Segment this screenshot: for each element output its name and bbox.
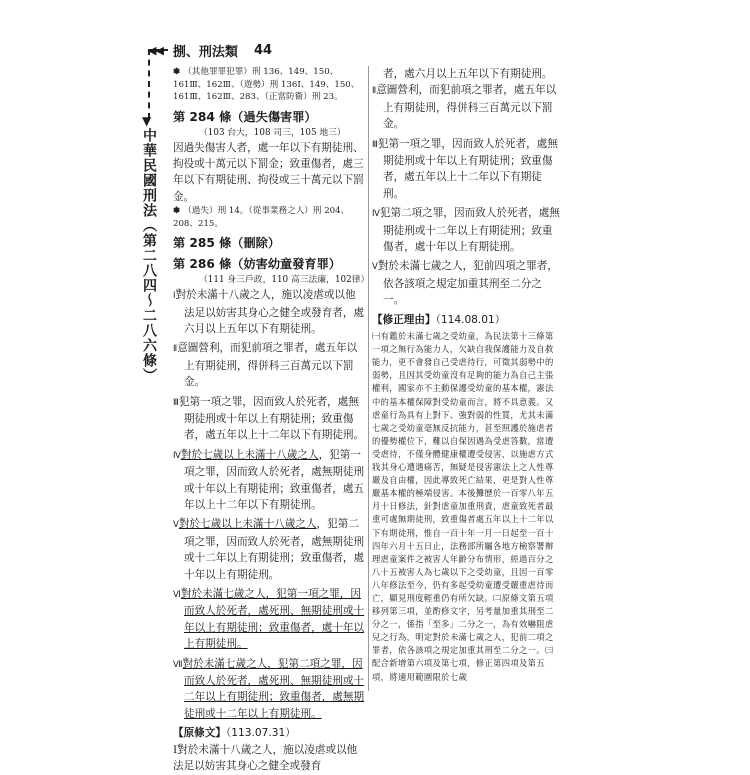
article-285-heading: 第 285 條（刪除） <box>173 236 281 251</box>
paragraph-5: Ⅴ對於七歲以上未滿十八歲之人，犯第二項之罪，因而致人於死者，處無期徒刑或十二年以上有期徒刑；致重傷者，處十年以上有期徒刑。 <box>173 518 365 581</box>
paragraph-3: Ⅲ犯第一項之罪，因而致人於死者，處無期徒刑或十年以上有期徒刑；致重傷者，處五年以上十二年以下有期徒刑。 <box>173 395 365 442</box>
paragraph-4: Ⅳ對於七歲以上未滿十八歲之人，犯第一項之罪，因而致人於死者，處無期徒刑或十年以上有期徒刑；致重傷者，處五年以上十二年以下有期徒刑。 <box>173 448 365 511</box>
arrow-down-icon: ▼ <box>142 114 152 128</box>
article-286-exam-history: （111 身三戶政，110 高三法廉，102律） <box>199 275 370 286</box>
original-continued: 者，處六月以上五年以下有期徒刑。 <box>383 68 553 80</box>
original-paragraph-4: Ⅳ犯第二項之罪，因而致人於死者，處無期徒刑或十二年以上有期徒刑；致重傷者，處十年以上有期徒刑。 <box>372 207 560 254</box>
flower-mark-icon: ✽ <box>173 67 181 77</box>
paragraph-1: Ⅰ對於未滿十八歲之人，施以凌虐或以他法足以妨害其身心之健全或發育者，處六月以上五年以下有期徒刑。 <box>173 289 365 335</box>
page-number: 44 <box>253 42 273 58</box>
paragraph-6: Ⅵ對於未滿七歲之人，犯第一項之罪，因而致人於死者，處死刑、無期徒刑或十年以上有期徒刑；致重傷者，處十年以上有期徒刑。 <box>173 588 365 651</box>
right-column <box>372 66 562 684</box>
original-paragraph-2: Ⅱ意圖營利，而犯前項之罪者，處五年以上有期徒刑，得併科三百萬元以下罰金。 <box>372 84 557 131</box>
article-284-body: 因過失傷害人者，處一年以下有期徒刑、拘役或十萬元以下罰金；致重傷者，處三年以下有期徒刑、拘役或三十萬元以下罰金。 <box>173 141 364 203</box>
article-286-heading: 第 286 條（妨害幼童發育罪） <box>173 257 341 272</box>
original-paragraph-5: Ⅴ對於未滿七歲之人，犯前四項之罪者，依各該項之規定加重其刑至二分之一。 <box>372 260 558 307</box>
left-column <box>173 66 370 775</box>
paragraph-2: Ⅱ意圖營利，而犯前項之罪者，處五年以上有期徒刑，得併科三百萬元以下罰金。 <box>173 342 358 389</box>
flower-mark-icon: ✽ <box>173 206 181 217</box>
amendment-reason-label: 【修正理由】（114.08.01） <box>372 313 506 326</box>
running-header <box>148 38 568 62</box>
original-paragraph-3: Ⅲ犯第一項之罪，因而致人於死者，處無期徒刑或十年以上有期徒刑；致重傷者，處五年以上十二年以下有期徒刑。 <box>372 137 558 200</box>
article-284-exam-history: （103 台大，108 司三，105 地三） <box>199 127 346 138</box>
original-text-body: Ⅰ對於未滿十八歲之人，施以凌虐或以他法足以妨害其身心之健全或發育 <box>173 743 358 773</box>
original-text-label: 【原條文】（113.07.31） <box>173 727 296 740</box>
paragraph-7: Ⅶ對於未滿七歲之人，犯第二項之罪，因而致人於死者，處死刑、無期徒刑或十二年以上有期徒刑；致重傷者，處無期徒刑或十二年以上有期徒刑。 <box>173 657 365 720</box>
section-title: 捌、刑法類 <box>172 44 238 60</box>
cross-reference-note: ✽ （過失）刑 14。（從事業務之人）刑 204、208、215。 <box>173 206 350 229</box>
column-divider <box>368 66 369 691</box>
article-284-heading: 第 284 條（過失傷害罪） <box>173 109 317 124</box>
cross-reference-note: ✽ （其他罪罪犯罪）刑 136、149、150、161Ⅲ、162Ⅲ、（遊勢）刑 136Ⅰ、149、150、161Ⅲ、162Ⅲ、283、（正當防衛）刑 23。 <box>173 67 360 102</box>
amendment-reason-body: ㈠有鑑於未滿七歲之受幼童，為民法第十三條第一項之無行為能力人，欠缺自我保護能力及自救能力，更不會發自己受虐待行，可徵其弱勢中的弱勢，且因其受幼童沒有足夠的能力為自己主張權利，國家亦不主動保護受幼童的基本權，憲法中的基本權保障對受幼童而言，將不具意義。又虐童行為具有上對下、強對弱的性質，尤其未滿七歲之受幼童毫無反抗能力，甚至照護於施虐者的優勢權位下，難以自保因遇為受虐答數，當遭受虐待，不僅身體健康權遭受侵害，以施虐方式戕其身心遭遇痛苦，無疑是侵害憲法上之人性尊嚴及自由權，因此導致死亡結果，更是對人性尊嚴基本權的極端侵害。本後攤歷於一百零八年五月十日修法，針對虐童加重刑責，虐童致死者最重可處無期徒刑，致重傷者處五年以上十二年以下有期徒刑，惟自一百十年一月一日起至一百十四年六月十五日止，法務部所屬各地方檢察署辦理虐童案件之被害人年齡分布情形，經過百分之八十五被害人為七歲以下之受幼童，且因一百零八年修法至今，仍有多起受幼童遭受嚴重虐待而亡，顯見刑度輕重仍有所欠缺。㈡原條文第五項移列第三項，並酌修文字，另考量加重其刑至二分之一，係指「至多」二分之一，為有效嚇阻虐兒之行為，明定對於未滿七歲之人，犯前二項之罪者，依各該項之規定加重其刑至二分之一。㈢配合新增第六項及第七項，修正第四項及第五項，將適用範圍限於七歲 <box>372 331 554 682</box>
vertical-chapter-title: 中華民國刑法（第二八四～二八六條） <box>141 128 157 383</box>
double-arrow-left-icon: ◀◀ <box>148 43 163 57</box>
